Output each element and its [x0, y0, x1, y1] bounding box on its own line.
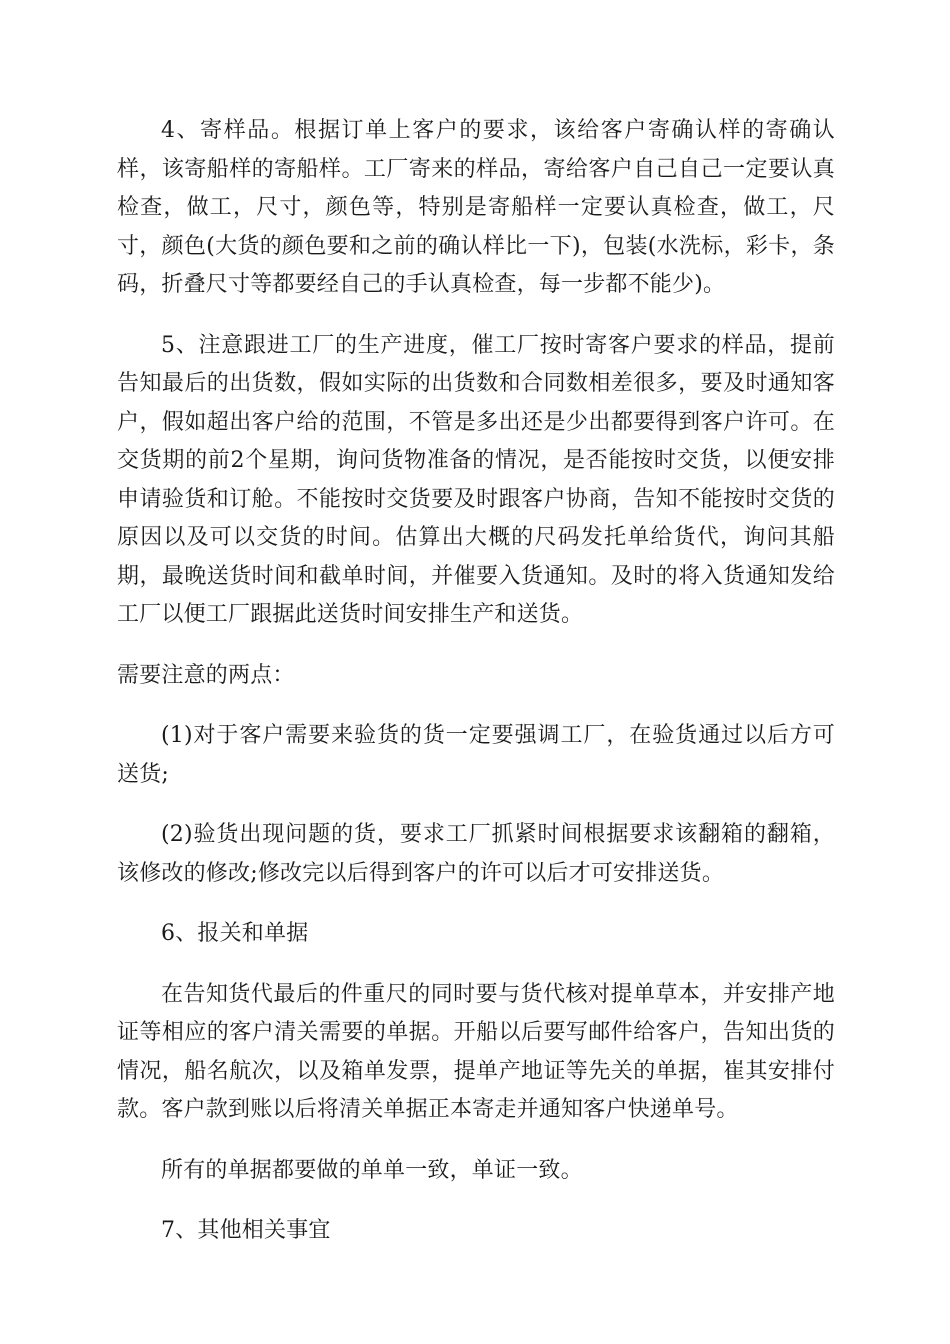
paragraph-point-1: (1)对于客户需要来验货的货一定要强调工厂，在验货通过以后方可送货; — [117, 723, 835, 787]
section-heading-other-matters: 7、其他相关事宜 — [161, 1218, 331, 1243]
paragraph-send-samples: 4、寄样品。根据订单上客户的要求，该给客户寄确认样的寄确认样，该寄船样的寄船样。工厂寄来的样品，寄给客户自己自己一定要认真检查，做工，尺寸，颜色等，特别是寄船样一定要认真检查，做工，尺寸，颜色(大货的颜色要和之前的确认样比一下)，包装(水洗标，彩卡，条码，折叠尺寸等都要经自己的手认真检查，每一步都不能少)。 — [117, 118, 835, 297]
paragraph-two-points-heading: 需要注意的两点： — [117, 662, 295, 688]
paragraph-point-2: (2)验货出现问题的货，要求工厂抓紧时间根据要求该翻箱的翻箱，该修改的修改;修改完以后得到客户的许可以后才可安排送货。 — [117, 822, 835, 886]
paragraph-customs-documents: 在告知货代最后的件重尺的同时要与货代核对提单草本，并安排产地证等相应的客户清关需要的单据。开船以后要写邮件给客户，告知出货的情况，船名航次，以及箱单发票，提单产地证等先关的单据，崔其安排付款。客户款到账以后将清关单据正本寄走并通知客户快递单号。 — [117, 981, 835, 1122]
paragraph-production-followup: 5、注意跟进工厂的生产进度，催工厂按时寄客户要求的样品，提前告知最后的出货数，假如实际的出货数和合同数相差很多，要及时通知客户，假如超出客户给的范围，不管是多出还是少出都要得到客户许可。在交货期的前2个星期，询问货物准备的情况，是否能按时交货，以便安排申请验货和订舱。不能按时交货要及时跟客户协商，告知不能按时交货的原因以及可以交货的时间。估算出大概的尺码发托单给货代，询问其船期，最晚送货时间和截单时间，并催要入货通知。及时的将入货通知发给工厂以便工厂跟据此送货时间安排生产和送货。 — [117, 332, 835, 627]
section-heading-customs: 6、报关和单据 — [161, 921, 309, 946]
document-page — [117, 112, 835, 1273]
paragraph-document-consistency: 所有的单据都要做的单单一致，单证一致。 — [161, 1157, 583, 1183]
